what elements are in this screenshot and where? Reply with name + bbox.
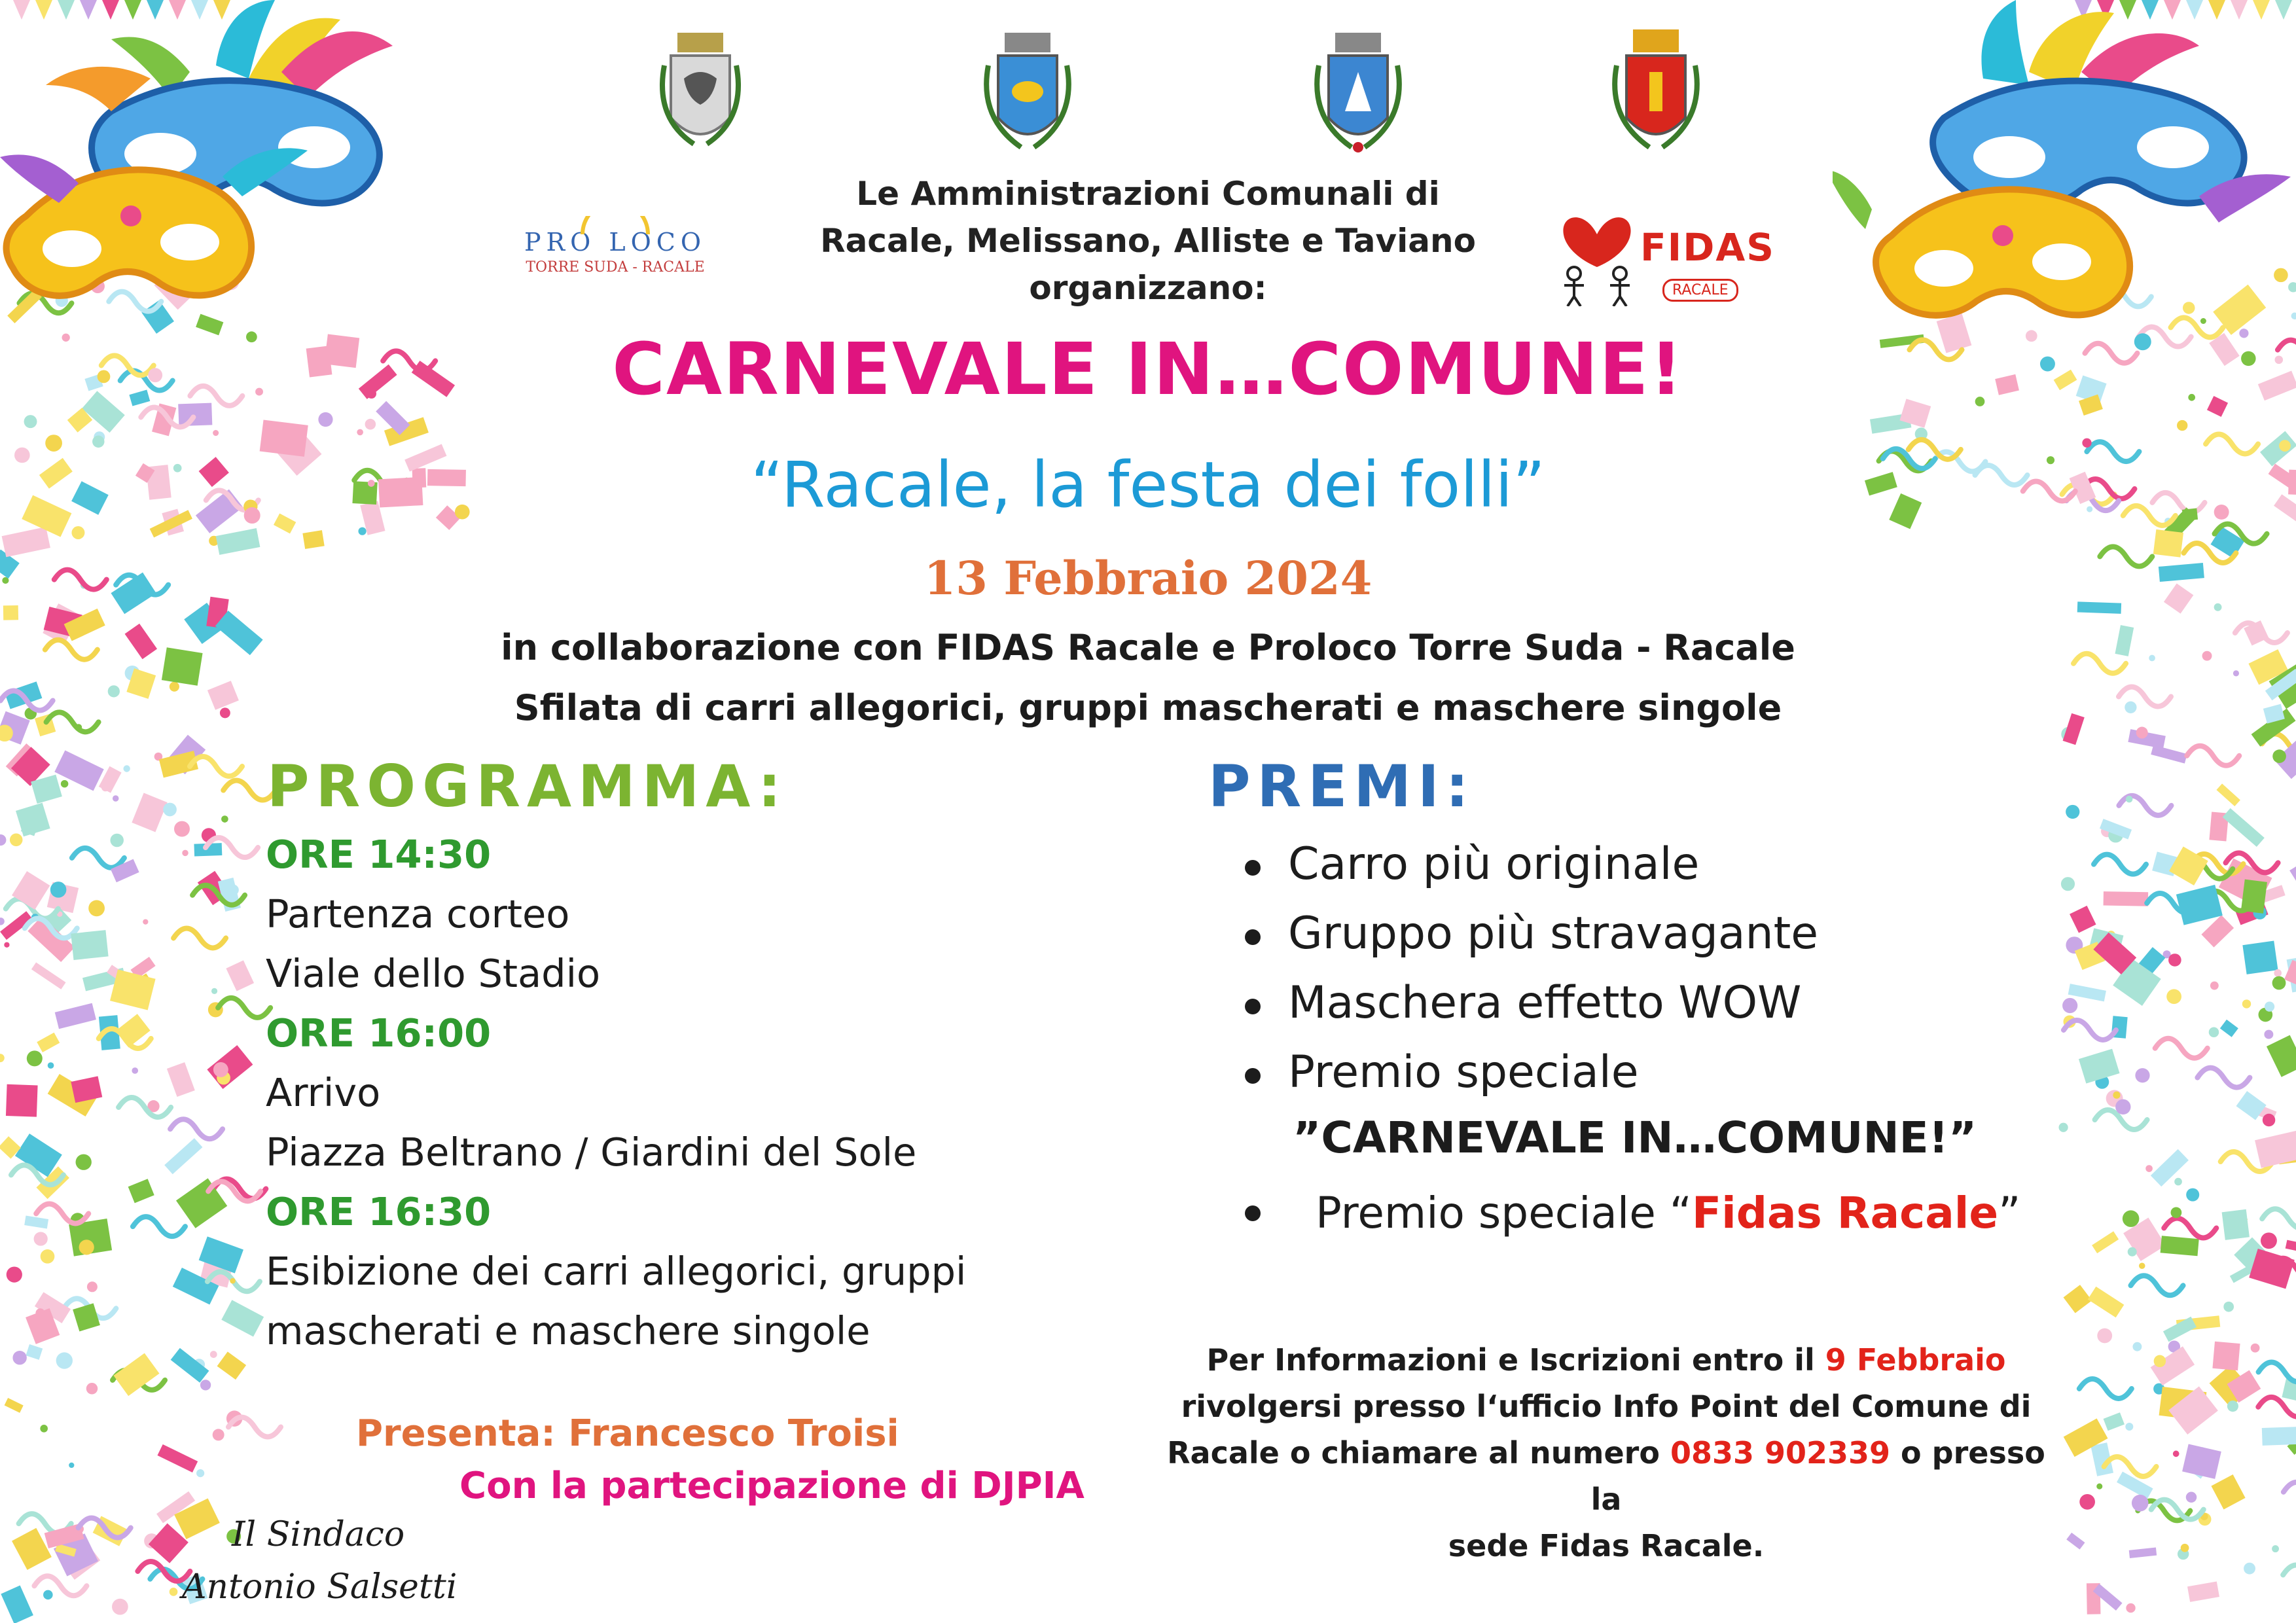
confetti-piece: [2087, 442, 2139, 461]
confetti-piece: [244, 507, 260, 524]
organizers-line: Le Amministrazioni Comunali di: [856, 175, 1440, 213]
confetti-piece: [12, 871, 50, 910]
confetti-piece: [24, 415, 37, 428]
confetti-piece: [2258, 370, 2296, 401]
confetti-piece: [14, 448, 30, 463]
confetti-piece: [2284, 1482, 2296, 1502]
confetti-piece: [2166, 989, 2181, 1004]
confetti-piece: [7, 1267, 22, 1283]
confetti-piece: [2047, 456, 2054, 464]
bullet-icon: [1245, 929, 1261, 945]
organizers-line: organizzano:: [1029, 269, 1267, 307]
confetti-piece: [221, 1300, 264, 1336]
program-line: Viale dello Stadio: [266, 951, 601, 996]
confetti-piece: [40, 1425, 48, 1433]
confetti-piece: [2201, 915, 2234, 947]
confetti-piece: [2265, 1002, 2274, 1012]
confetti-piece: [2129, 1548, 2157, 1558]
bullet-icon: [1245, 860, 1261, 876]
confetti-piece: [10, 834, 23, 847]
confetti-piece: [359, 365, 397, 399]
confetti-piece: [2187, 746, 2239, 766]
confetti-piece: [2125, 702, 2136, 713]
confetti-piece: [2258, 1397, 2296, 1417]
parade-line: Sfilata di carri allegorici, gruppi mascherati e maschere singole: [514, 687, 1782, 728]
confetti-piece: [2279, 440, 2291, 452]
confetti-piece: [73, 1303, 100, 1331]
confetti-piece: [2079, 1379, 2132, 1399]
confetti-piece: [200, 1380, 211, 1390]
confetti-piece: [182, 850, 188, 857]
confetti-piece: [2251, 1344, 2260, 1353]
confetti-piece: [427, 469, 466, 486]
confetti-piece: [4, 942, 9, 948]
confetti-piece: [2104, 891, 2149, 906]
confetti-piece: [2214, 603, 2222, 611]
confetti-piece: [2272, 1545, 2279, 1552]
confetti-piece: [1865, 472, 1897, 495]
confetti-piece: [230, 1278, 235, 1283]
confetti-piece: [1975, 397, 1985, 406]
dj-credit: Con la partecipazione di DJPIA: [459, 1465, 1085, 1507]
confetti-piece: [2186, 1188, 2199, 1202]
confetti-piece: [2113, 1092, 2120, 1099]
confetti-piece: [164, 1138, 202, 1174]
confetti-piece: [173, 464, 182, 473]
confetti-piece: [2181, 1544, 2189, 1552]
confetti-piece: [2131, 1275, 2183, 1295]
info-line: sede Fidas Racale.: [1448, 1528, 1765, 1563]
confetti-piece: [2216, 783, 2240, 806]
confetti-piece: [2135, 1068, 2149, 1082]
confetti-piece: [87, 1281, 98, 1292]
confetti-piece: [368, 480, 375, 487]
confetti-piece: [157, 1444, 198, 1472]
confetti-piece: [2214, 505, 2229, 520]
confetti-piece: [2227, 1400, 2238, 1412]
bullet-icon: [1245, 999, 1261, 1014]
premi-list: [1242, 830, 2093, 1107]
crest-alliste-icon: [1306, 26, 1410, 157]
confetti-piece: [2100, 546, 2152, 566]
programma-list: [266, 825, 1117, 1361]
confetti-piece: [2264, 1030, 2273, 1039]
confetti-piece: [167, 1062, 195, 1097]
confetti-piece: [43, 1590, 53, 1600]
confetti-piece: [2177, 420, 2187, 431]
confetti-piece: [2115, 1099, 2130, 1115]
crest-taviano-icon: [1604, 26, 1708, 157]
confetti-piece: [2222, 1209, 2250, 1240]
organizers-line: Racale, Melissano, Alliste e Taviano: [820, 222, 1476, 260]
confetti-piece: [132, 1067, 138, 1074]
confetti-piece: [2088, 1287, 2125, 1317]
program-line: mascherati e maschere singole: [266, 1308, 870, 1353]
confetti-piece: [86, 1383, 98, 1394]
confetti-piece: [5, 1398, 24, 1413]
confetti-piece: [213, 1429, 224, 1440]
confetti-piece: [110, 834, 123, 847]
confetti-piece: [55, 1003, 96, 1029]
confetti-piece: [216, 528, 260, 555]
phone-number[interactable]: 0833 902339: [1670, 1435, 1891, 1471]
program-line: Partenza corteo: [266, 891, 570, 936]
confetti-piece: [2149, 655, 2155, 662]
confetti-piece: [2274, 969, 2282, 977]
confetti-piece: [2125, 1423, 2133, 1431]
confetti-piece: [2207, 396, 2228, 417]
confetti-piece: [82, 391, 125, 433]
confetti-piece: [27, 1050, 43, 1066]
confetti-piece: [2151, 1500, 2204, 1520]
programma-heading: PROGRAMMA:: [267, 753, 788, 820]
confetti-piece: [111, 859, 139, 883]
confetti-piece: [2263, 1114, 2275, 1126]
confetti-piece: [26, 1344, 43, 1360]
presenter: Presenta: Francesco Troisi: [356, 1412, 899, 1455]
confetti-piece: [54, 570, 107, 590]
confetti-piece: [2212, 1342, 2240, 1370]
confetti-piece: [92, 435, 104, 447]
confetti-piece: [2132, 1342, 2142, 1351]
proloco-logo: PRO LOCO TORRE SUDA - RACALE: [517, 228, 713, 276]
confetti-piece: [2096, 1484, 2102, 1489]
confetti-piece: [2153, 529, 2183, 558]
confetti-piece: [357, 429, 363, 436]
confetti-piece: [170, 682, 179, 692]
event-title: CARNEVALE IN…COMUNE!: [612, 327, 1684, 411]
confetti-piece: [228, 1418, 281, 1437]
deadline-date: 9 Febbraio: [1825, 1342, 2006, 1378]
confetti-piece: [113, 795, 119, 802]
confetti-piece: [2260, 431, 2296, 467]
confetti-piece: [2115, 625, 2134, 656]
confetti-piece: [2123, 506, 2176, 526]
confetti-piece: [213, 1062, 228, 1077]
confetti-piece: [211, 988, 217, 994]
confetti-piece: [176, 1178, 227, 1228]
confetti-piece: [56, 1352, 73, 1368]
confetti-piece: [133, 1217, 185, 1236]
confetti-piece: [274, 514, 296, 534]
program-time: ORE 16:30: [266, 1189, 492, 1234]
confetti-piece: [2206, 434, 2258, 454]
confetti-piece: [88, 900, 105, 916]
confetti-piece: [1889, 493, 1922, 529]
confetti-piece: [1975, 465, 2028, 485]
confetti-piece: [76, 1154, 92, 1170]
confetti-piece: [2272, 749, 2286, 763]
confetti-piece: [0, 1054, 5, 1062]
premio-item: Gruppo più stravagante: [1242, 899, 2093, 969]
confetti-piece: [2151, 1149, 2189, 1186]
confetti-piece: [2161, 1236, 2199, 1256]
confetti-piece: [260, 419, 308, 456]
confetti-piece: [2155, 1039, 2208, 1058]
confetti-piece: [45, 640, 98, 660]
carnival-mask-icon: [1833, 0, 2296, 366]
program-line: Esibizione dei carri allegorici, gruppi: [266, 1249, 967, 1294]
confetti-piece: [2094, 855, 2146, 874]
confetti-piece: [125, 624, 158, 659]
confetti-piece: [2223, 1302, 2234, 1312]
program-time: ORE 14:30: [266, 832, 492, 877]
confetti-piece: [2164, 1219, 2216, 1238]
info-line: Per Informazioni e Iscrizioni entro il 9 Febbraio: [1206, 1342, 2006, 1378]
confetti-piece: [207, 681, 239, 710]
confetti-piece: [39, 458, 73, 489]
confetti-piece: [1995, 374, 2019, 395]
premio-item-fidas: Premio speciale “Fidas Racale”: [1242, 1188, 2020, 1238]
premi-heading: PREMI:: [1208, 753, 1475, 820]
confetti-piece: [12, 1351, 26, 1364]
confetti-piece: [2054, 370, 2077, 390]
confetti-piece: [2128, 1247, 2137, 1257]
event-date: 13 Febbraio 2024: [924, 551, 1372, 605]
confetti-piece: [31, 962, 66, 989]
confetti-piece: [218, 998, 270, 1018]
bullet-icon: [1245, 1205, 1261, 1221]
confetti-piece: [365, 419, 376, 430]
confetti-piece: [199, 457, 229, 487]
confetti-piece: [112, 1599, 128, 1615]
confetti-piece: [196, 490, 243, 533]
confetti-piece: [108, 685, 120, 697]
confetti-piece: [72, 848, 124, 868]
confetti-piece: [2066, 1533, 2085, 1550]
confetti-piece: [178, 403, 212, 427]
confetti-piece: [71, 481, 109, 514]
confetti-piece: [2241, 880, 2267, 914]
event-subtitle: “Racale, la festa dei folli”: [751, 448, 1545, 522]
confetti-piece: [220, 707, 230, 718]
confetti-piece: [2173, 1451, 2179, 1457]
mayor-title: Il Sindaco: [232, 1515, 405, 1554]
confetti-piece: [190, 386, 242, 406]
confetti-piece: [34, 1232, 48, 1245]
confetti-piece: [2267, 1035, 2296, 1077]
confetti-piece: [69, 1463, 74, 1468]
confetti-piece: [2171, 1207, 2182, 1218]
confetti-piece: [162, 647, 203, 686]
confetti-piece: [378, 477, 423, 508]
confetti-piece: [2220, 1020, 2238, 1037]
confetti-piece: [2, 527, 50, 557]
confetti-piece: [2145, 1165, 2153, 1172]
confetti-piece: [148, 368, 162, 382]
confetti-piece: [110, 969, 156, 1010]
confetti-piece: [2151, 745, 2187, 763]
confetti-piece: [129, 390, 150, 406]
confetti-piece: [2104, 1412, 2125, 1431]
confetti-piece: [2159, 563, 2204, 582]
confetti-piece: [2097, 1329, 2112, 1344]
confetti-piece: [2082, 438, 2091, 448]
info-line: rivolgersi presso l‘ufficio Info Point del Comune di: [1181, 1389, 2032, 1424]
confetti-piece: [226, 960, 254, 991]
confetti-piece: [79, 1240, 94, 1255]
confetti-piece: [2259, 1362, 2296, 1382]
confetti-piece: [71, 526, 84, 539]
confetti-piece: [128, 1179, 154, 1203]
confetti-piece: [132, 793, 167, 832]
confetti-piece: [2242, 999, 2251, 1008]
collaboration-block: [330, 618, 1966, 738]
confetti-piece: [2283, 1565, 2296, 1584]
confetti-piece: [455, 505, 470, 520]
confetti-piece: [2126, 796, 2133, 803]
confetti-piece: [2286, 1240, 2296, 1256]
confetti-piece: [2154, 1355, 2166, 1367]
confetti-piece: [2210, 982, 2219, 990]
confetti-piece: [163, 803, 177, 817]
confetti-piece: [37, 1033, 60, 1052]
crest-melissano-icon: [978, 26, 1077, 157]
bullet-icon: [1245, 1068, 1261, 1084]
special-prize-name: ”CARNEVALE IN…COMUNE!”: [1293, 1113, 1977, 1163]
confetti-piece: [2262, 1209, 2296, 1228]
confetti-piece: [0, 918, 5, 925]
confetti-piece: [2197, 1068, 2250, 1088]
confetti-piece: [213, 430, 219, 436]
confetti-piece: [2087, 506, 2092, 512]
confetti-piece: [2139, 1262, 2145, 1268]
collab-line: in collaborazione con FIDAS Racale e Proloco Torre Suda - Racale: [501, 627, 1795, 668]
sun-icon: [576, 216, 655, 236]
confetti-piece: [3, 605, 18, 620]
confetti-piece: [174, 821, 190, 837]
confetti-piece: [6, 1084, 38, 1117]
confetti-piece: [255, 388, 263, 396]
confetti-piece: [2202, 651, 2212, 661]
confetti-piece: [98, 370, 111, 383]
confetti-piece: [123, 765, 130, 772]
confetti-piece: [221, 815, 228, 823]
confetti-piece: [45, 435, 62, 452]
confetti-piece: [170, 1119, 223, 1139]
confetti-piece: [2132, 1495, 2149, 1512]
confetti-piece: [2186, 1492, 2197, 1503]
confetti-piece: [2136, 727, 2148, 739]
confetti-piece: [2289, 857, 2296, 891]
confetti-piece: [2242, 941, 2278, 974]
confetti-piece: [39, 809, 45, 814]
confetti-piece: [71, 1076, 102, 1103]
confetti-piece: [404, 444, 446, 471]
confetti-piece: [302, 530, 324, 549]
confetti-piece: [2261, 1232, 2277, 1249]
confetti-piece: [48, 1062, 54, 1069]
confetti-piece: [1, 1586, 33, 1623]
confetti-piece: [217, 1351, 247, 1380]
confetti-piece: [2168, 954, 2181, 967]
info-block: [1148, 1337, 2064, 1569]
confetti-piece: [2187, 1581, 2219, 1601]
confetti-piece: [2123, 1210, 2140, 1227]
confetti-piece: [358, 527, 366, 535]
confetti-piece: [170, 1588, 178, 1596]
confetti-piece: [2073, 654, 2126, 673]
confetti-piece: [41, 1249, 55, 1264]
confetti-piece: [0, 834, 6, 846]
confetti-piece: [2064, 1285, 2092, 1313]
confetti-piece: [2262, 1427, 2296, 1446]
confetti-piece: [16, 803, 50, 837]
confetti-piece: [2211, 1474, 2245, 1509]
confetti-piece: [2092, 1231, 2119, 1253]
confetti-piece: [2058, 1123, 2068, 1132]
confetti-piece: [318, 412, 332, 427]
premio-item: Maschera effetto WOW: [1242, 969, 2093, 1038]
confetti-piece: [2244, 1563, 2255, 1575]
fidas-logo: FIDAS RACALE: [1558, 208, 1754, 313]
confetti-piece: [2066, 805, 2079, 819]
confetti-piece: [196, 1469, 204, 1477]
confetti-piece: [24, 1216, 48, 1229]
confetti-piece: [2176, 885, 2223, 925]
confetti-piece: [2272, 976, 2286, 990]
heart-figures-icon: [1558, 208, 1636, 306]
carnival-mask-icon: [0, 0, 497, 366]
program-line: Piazza Beltrano / Giardini del Sole: [266, 1130, 917, 1175]
confetti-piece: [50, 882, 67, 898]
confetti-piece: [71, 930, 108, 960]
confetti-piece: [2274, 494, 2296, 527]
confetti-piece: [34, 1576, 86, 1596]
confetti-piece: [2174, 1178, 2182, 1186]
program-line: Arrivo: [266, 1070, 381, 1115]
fidas-prize-name: Fidas Racale: [1692, 1188, 1999, 1238]
confetti-piece: [2188, 394, 2195, 401]
confetti-piece: [2233, 670, 2239, 676]
confetti-piece: [210, 1351, 217, 1358]
confetti-piece: [2223, 808, 2265, 847]
confetti-piece: [2152, 493, 2204, 512]
confetti-piece: [143, 919, 148, 924]
crest-racale-icon: [655, 26, 746, 157]
program-time: ORE 16:00: [266, 1010, 492, 1056]
info-line: Racale o chiamare al numero 0833 902339 o presso la: [1167, 1435, 2045, 1517]
confetti-piece: [61, 780, 68, 787]
confetti-piece: [2164, 583, 2193, 613]
confetti-piece: [2209, 1027, 2219, 1037]
confetti-piece: [2077, 601, 2121, 614]
confetti-piece: [2182, 1444, 2221, 1478]
premio-item: Carro più originale: [1242, 830, 2093, 899]
confetti-piece: [2126, 1603, 2135, 1613]
confetti-piece: [173, 928, 226, 948]
mayor-name: Antonio Salsetti: [182, 1567, 457, 1607]
confetti-piece: [118, 1097, 171, 1117]
organizers-block: [755, 170, 1541, 312]
confetti-piece: [2079, 1494, 2095, 1510]
premio-item: Premio speciale: [1242, 1038, 2093, 1107]
